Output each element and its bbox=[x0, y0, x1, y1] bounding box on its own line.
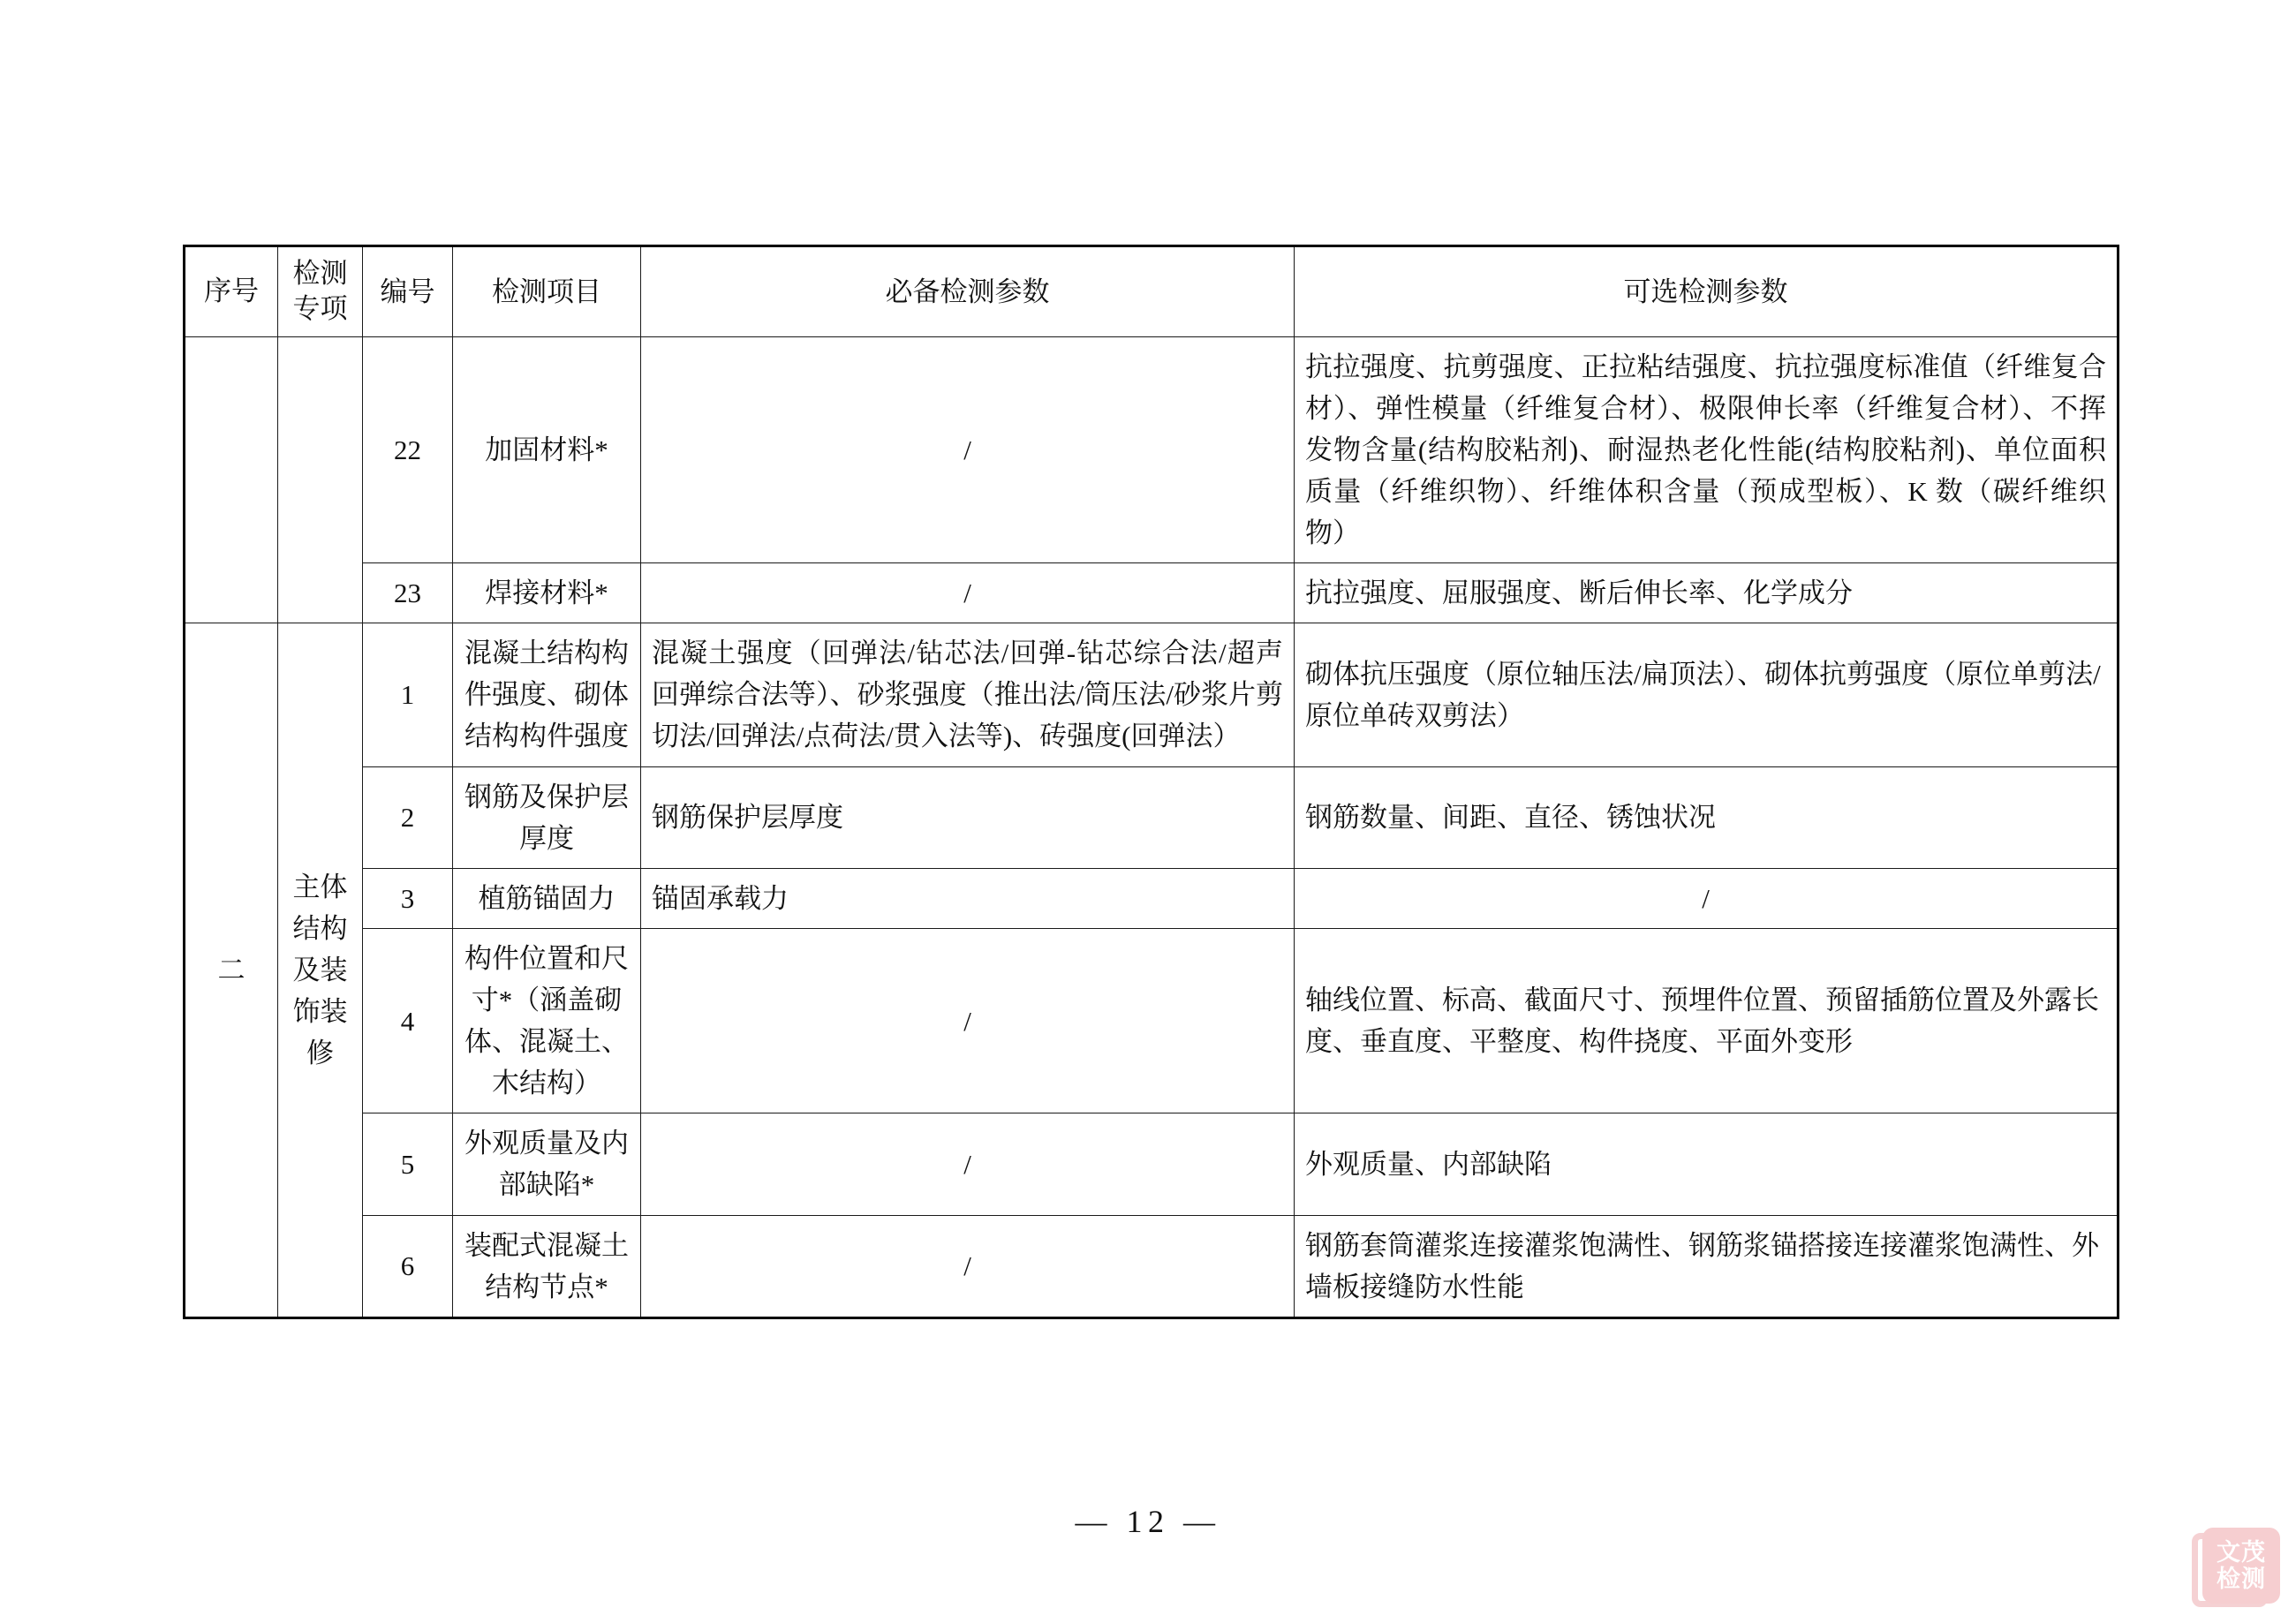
row-item-cell bbox=[453, 766, 641, 868]
row-optional-label: 抗拉强度、抗剪强度、正拉粘结强度、抗拉强度标准值（纤维复合材）、弹性模量（纤维复合材）、极限伸长率（纤维复合材）、不挥发物含量(结构胶粘剂)、耐湿热老化性能(结构胶粘剂)、单位面积质量（纤维织物）、纤维体积含量（预成型板）、K 数（碳纤维织物） bbox=[1305, 351, 2106, 549]
row-optional-cell bbox=[1295, 563, 2119, 623]
row-optional-cell bbox=[1295, 1113, 2119, 1215]
detection-parameters-table bbox=[183, 245, 2119, 1319]
row-required-cell bbox=[641, 563, 1295, 623]
table-row bbox=[185, 868, 2119, 928]
row-optional-label: 钢筋数量、间距、直径、锈蚀状况 bbox=[1305, 802, 1716, 834]
row-optional-cell bbox=[1295, 766, 2119, 868]
watermark-line-1: 文茂 bbox=[2217, 1538, 2266, 1566]
row-item-cell bbox=[453, 1113, 641, 1215]
row-required-label: / bbox=[963, 577, 971, 609]
row-required-label: 钢筋保护层厚度 bbox=[652, 802, 843, 834]
row-optional-cell bbox=[1295, 336, 2119, 563]
row-optional-label: 轴线位置、标高、截面尺寸、预埋件位置、预留插筋位置及外露长度、垂直度、平整度、构件挠度、平面外变形 bbox=[1305, 985, 2099, 1058]
row-item-cell bbox=[453, 1215, 641, 1317]
table-header-row bbox=[185, 246, 2119, 337]
table-row bbox=[185, 563, 2119, 623]
column-header-optional-label: 可选检测参数 bbox=[1623, 276, 1788, 307]
page-number: — 12 — bbox=[1075, 1504, 1221, 1539]
row-no-cell bbox=[363, 928, 453, 1113]
row-item-cell bbox=[453, 563, 641, 623]
table-row bbox=[185, 336, 2119, 563]
watermark-badge bbox=[2202, 1528, 2280, 1604]
row-optional-cell bbox=[1295, 623, 2119, 766]
row-item-label: 装配式混凝土结构节点* bbox=[464, 1229, 629, 1302]
row-item-label: 钢筋及保护层厚度 bbox=[464, 781, 629, 854]
row-optional-label: 外观质量、内部缺陷 bbox=[1305, 1148, 1552, 1180]
row-optional-label: 钢筋套筒灌浆连接灌浆饱满性、钢筋浆锚搭接连接灌浆饱满性、外墙板接缝防水性能 bbox=[1305, 1229, 2099, 1302]
row-no-label: 1 bbox=[400, 679, 415, 711]
column-header-required-label: 必备检测参数 bbox=[885, 276, 1050, 307]
row-item-cell bbox=[453, 623, 641, 766]
row-optional-cell bbox=[1295, 1215, 2119, 1317]
column-header-no bbox=[363, 246, 453, 337]
row-item-label: 植筋锚固力 bbox=[478, 882, 616, 914]
row-required-cell bbox=[641, 928, 1295, 1113]
row-no-cell bbox=[363, 336, 453, 563]
row-required-label: / bbox=[963, 1250, 971, 1282]
row-item-label: 构件位置和尺寸*（涵盖砌体、混凝土、木结构） bbox=[464, 942, 629, 1099]
column-header-optional bbox=[1295, 246, 2119, 337]
row-required-cell bbox=[641, 336, 1295, 563]
row-optional-label: 砌体抗压强度（原位轴压法/扁顶法）、砌体抗剪强度（原位单剪法/原位单砖双剪法） bbox=[1305, 658, 2101, 731]
row-no-cell bbox=[363, 868, 453, 928]
column-header-item-label: 检测项目 bbox=[492, 276, 601, 307]
watermark-line-2: 检测 bbox=[2217, 1566, 2266, 1592]
column-header-item bbox=[453, 246, 641, 337]
row-required-cell bbox=[641, 1215, 1295, 1317]
row-item-cell bbox=[453, 928, 641, 1113]
row-item-label: 外观质量及内部缺陷* bbox=[464, 1128, 629, 1201]
row-required-cell bbox=[641, 766, 1295, 868]
table-row bbox=[185, 1113, 2119, 1215]
row-no-label: 6 bbox=[400, 1250, 415, 1282]
row-no-label: 3 bbox=[400, 882, 415, 914]
row-required-label: 混凝土强度（回弹法/钻芯法/回弹-钻芯综合法/超声回弹综合法等）、砂浆强度（推出法/筒压法/砂浆片剪切法/回弹法/点荷法/贯入法等)、砖强度(回弹法） bbox=[652, 638, 1283, 752]
row-required-label: / bbox=[963, 1005, 971, 1037]
table-row bbox=[185, 766, 2119, 868]
section-special-cell bbox=[278, 336, 363, 623]
row-required-label: 锚固承载力 bbox=[652, 882, 789, 914]
row-required-label: / bbox=[963, 434, 971, 465]
table-row bbox=[185, 623, 2119, 766]
section-seq-cell bbox=[185, 623, 278, 1318]
row-no-label: 2 bbox=[400, 802, 415, 834]
column-header-required bbox=[641, 246, 1295, 337]
row-item-label: 焊接材料* bbox=[485, 577, 608, 609]
column-header-seq-label: 序号 bbox=[204, 276, 259, 307]
section-seq-label: 二 bbox=[217, 954, 245, 985]
column-header-special bbox=[278, 246, 363, 337]
column-header-special-label: 检测专项 bbox=[292, 258, 348, 325]
row-no-cell bbox=[363, 1113, 453, 1215]
section-special-label: 主体结构及装饰装修 bbox=[292, 871, 348, 1069]
row-no-label: 23 bbox=[394, 577, 421, 609]
row-no-cell bbox=[363, 563, 453, 623]
row-required-cell bbox=[641, 1113, 1295, 1215]
watermark-logo bbox=[2188, 1524, 2280, 1616]
row-no-cell bbox=[363, 623, 453, 766]
table-body bbox=[185, 336, 2119, 1317]
row-optional-label: / bbox=[1702, 882, 1710, 914]
section-special-cell bbox=[278, 623, 363, 1318]
row-required-cell bbox=[641, 868, 1295, 928]
row-item-label: 加固材料* bbox=[485, 434, 608, 465]
table-header bbox=[185, 246, 2119, 337]
row-no-label: 5 bbox=[400, 1148, 415, 1180]
row-optional-label: 抗拉强度、屈服强度、断后伸长率、化学成分 bbox=[1305, 577, 1853, 609]
table-row bbox=[185, 928, 2119, 1113]
row-no-label: 4 bbox=[400, 1005, 415, 1037]
row-item-cell bbox=[453, 336, 641, 563]
row-optional-cell bbox=[1295, 928, 2119, 1113]
row-item-cell bbox=[453, 868, 641, 928]
row-item-label: 混凝土结构构件强度、砌体结构构件强度 bbox=[464, 638, 629, 752]
row-no-cell bbox=[363, 766, 453, 868]
column-header-no-label: 编号 bbox=[380, 276, 435, 307]
row-no-cell bbox=[363, 1215, 453, 1317]
column-header-seq bbox=[185, 246, 278, 337]
row-required-label: / bbox=[963, 1148, 971, 1180]
row-optional-cell bbox=[1295, 868, 2119, 928]
row-required-cell bbox=[641, 623, 1295, 766]
detection-parameters-table-wrapper bbox=[183, 245, 2117, 1319]
section-seq-cell bbox=[185, 336, 278, 623]
row-no-label: 22 bbox=[394, 434, 421, 465]
table-row bbox=[185, 1215, 2119, 1317]
